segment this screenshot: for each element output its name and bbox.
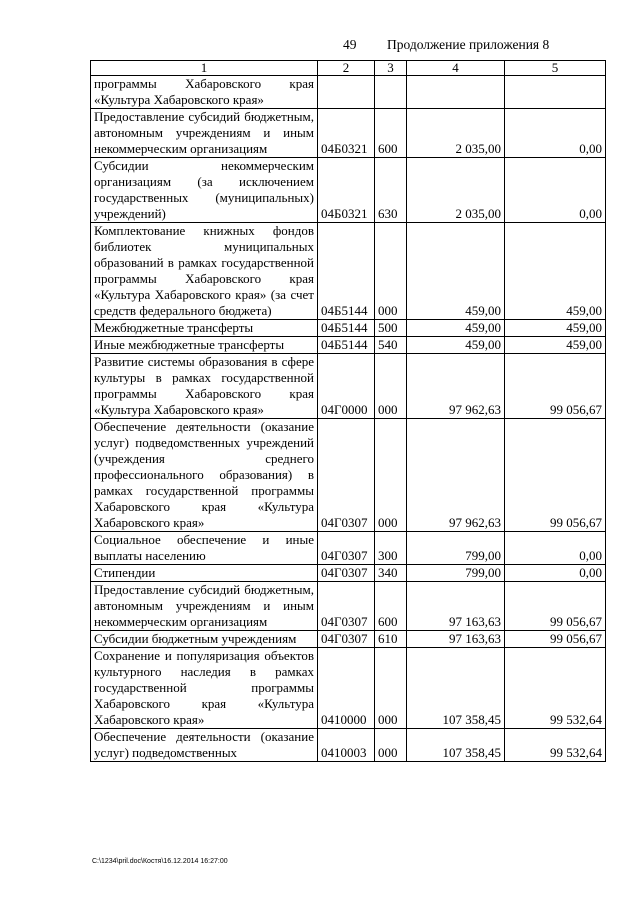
row-amount-col5: 99 056,67	[505, 419, 606, 532]
row-description: Социальное обеспечение и иные выплаты населению	[91, 532, 318, 565]
document-path-footer: C:\1234\pril.doc\Костя\16.12.2014 16:27:00	[92, 858, 228, 865]
row-target-code: 0410003	[318, 729, 375, 762]
row-expense-type	[375, 76, 407, 109]
table-row	[91, 582, 606, 631]
row-expense-type: 610	[375, 631, 407, 648]
row-expense-type: 600	[375, 582, 407, 631]
row-target-code: 04Б5144	[318, 320, 375, 337]
table-row	[91, 532, 606, 565]
row-amount-col4: 97 163,63	[407, 582, 505, 631]
column-header-2: 2	[318, 61, 375, 76]
row-amount-col4: 97 163,63	[407, 631, 505, 648]
row-amount-col4	[407, 76, 505, 109]
row-description: Комплектование книжных фондов библиотек муниципальных образований в рамках государственной программы Хабаровского края «Культура Хабаровского края» (за счет средств федерального бюджета)	[91, 223, 318, 320]
table-row	[91, 631, 606, 648]
row-target-code: 04Б0321	[318, 158, 375, 223]
row-description: Стипендии	[91, 565, 318, 582]
continuation-title: Продолжение приложения 8	[387, 37, 550, 52]
row-expense-type: 000	[375, 419, 407, 532]
table-row	[91, 337, 606, 354]
row-expense-type: 000	[375, 648, 407, 729]
row-description: Сохранение и популяризация объектов культурного наследия в рамках государственной программы Хабаровского края «Культура Хабаровского края»	[91, 648, 318, 729]
row-amount-col5: 0,00	[505, 109, 606, 158]
row-expense-type: 630	[375, 158, 407, 223]
table-header-row	[91, 61, 606, 76]
row-description: Обеспечение деятельности (оказание услуг) подведомственных учреждений (учреждения среднего профессионального образования) в рамках государственной программы Хабаровского края «Культура Хабаровского края»	[91, 419, 318, 532]
row-amount-col5: 99 056,67	[505, 631, 606, 648]
row-description: Развитие системы образования в сфере культуры в рамках государственной программы Хабаровского края «Культура Хабаровского края»	[91, 354, 318, 419]
row-amount-col4: 2 035,00	[407, 109, 505, 158]
row-amount-col4: 2 035,00	[407, 158, 505, 223]
table-row	[91, 223, 606, 320]
row-amount-col5: 459,00	[505, 223, 606, 320]
row-target-code: 0410000	[318, 648, 375, 729]
row-amount-col5: 0,00	[505, 532, 606, 565]
column-header-4: 4	[407, 61, 505, 76]
row-amount-col4: 107 358,45	[407, 648, 505, 729]
row-amount-col5: 99 056,67	[505, 354, 606, 419]
table-row	[91, 320, 606, 337]
row-expense-type: 000	[375, 354, 407, 419]
table-row	[91, 76, 606, 109]
table-row	[91, 565, 606, 582]
row-amount-col5: 459,00	[505, 320, 606, 337]
table-row	[91, 158, 606, 223]
row-amount-col4: 97 962,63	[407, 419, 505, 532]
budget-table	[90, 60, 606, 762]
row-amount-col5: 99 532,64	[505, 648, 606, 729]
row-amount-col5: 0,00	[505, 565, 606, 582]
row-amount-col5: 0,00	[505, 158, 606, 223]
row-target-code: 04Б0321	[318, 109, 375, 158]
table-row	[91, 354, 606, 419]
row-expense-type: 000	[375, 223, 407, 320]
row-description: программы Хабаровского края «Культура Хабаровского края»	[91, 76, 318, 109]
row-expense-type: 000	[375, 729, 407, 762]
row-expense-type: 540	[375, 337, 407, 354]
row-amount-col5	[505, 76, 606, 109]
row-amount-col5: 99 056,67	[505, 582, 606, 631]
row-target-code: 04Г0307	[318, 565, 375, 582]
row-description: Иные межбюджетные трансферты	[91, 337, 318, 354]
row-amount-col4: 459,00	[407, 320, 505, 337]
row-amount-col5: 459,00	[505, 337, 606, 354]
row-target-code	[318, 76, 375, 109]
table-row	[91, 419, 606, 532]
row-amount-col4: 107 358,45	[407, 729, 505, 762]
row-expense-type: 300	[375, 532, 407, 565]
row-expense-type: 600	[375, 109, 407, 158]
row-description: Субсидии некоммерческим организациям (за исключением государственных (муниципальных) учреждений)	[91, 158, 318, 223]
column-header-5: 5	[505, 61, 606, 76]
row-amount-col4: 97 962,63	[407, 354, 505, 419]
row-description: Субсидии бюджетным учреждениям	[91, 631, 318, 648]
table-row	[91, 648, 606, 729]
row-expense-type: 340	[375, 565, 407, 582]
page-number: 49	[343, 37, 357, 52]
row-target-code: 04Г0307	[318, 419, 375, 532]
row-description: Предоставление субсидий бюджетным, автономным учреждениям и иным некоммерческим организациям	[91, 109, 318, 158]
row-target-code: 04Б5144	[318, 223, 375, 320]
row-amount-col4: 459,00	[407, 223, 505, 320]
row-amount-col4: 799,00	[407, 565, 505, 582]
row-target-code: 04Б5144	[318, 337, 375, 354]
row-target-code: 04Г0307	[318, 532, 375, 565]
table-row	[91, 729, 606, 762]
row-amount-col4: 459,00	[407, 337, 505, 354]
row-amount-col4: 799,00	[407, 532, 505, 565]
row-target-code: 04Г0000	[318, 354, 375, 419]
row-expense-type: 500	[375, 320, 407, 337]
row-amount-col5: 99 532,64	[505, 729, 606, 762]
column-header-1: 1	[91, 61, 318, 76]
row-description: Обеспечение деятельности (оказание услуг) подведомственных	[91, 729, 318, 762]
row-target-code: 04Г0307	[318, 582, 375, 631]
column-header-3: 3	[375, 61, 407, 76]
row-target-code: 04Г0307	[318, 631, 375, 648]
table-row	[91, 109, 606, 158]
page-header	[0, 37, 640, 57]
row-description: Предоставление субсидий бюджетным, автономным учреждениям и иным некоммерческим организациям	[91, 582, 318, 631]
row-description: Межбюджетные трансферты	[91, 320, 318, 337]
